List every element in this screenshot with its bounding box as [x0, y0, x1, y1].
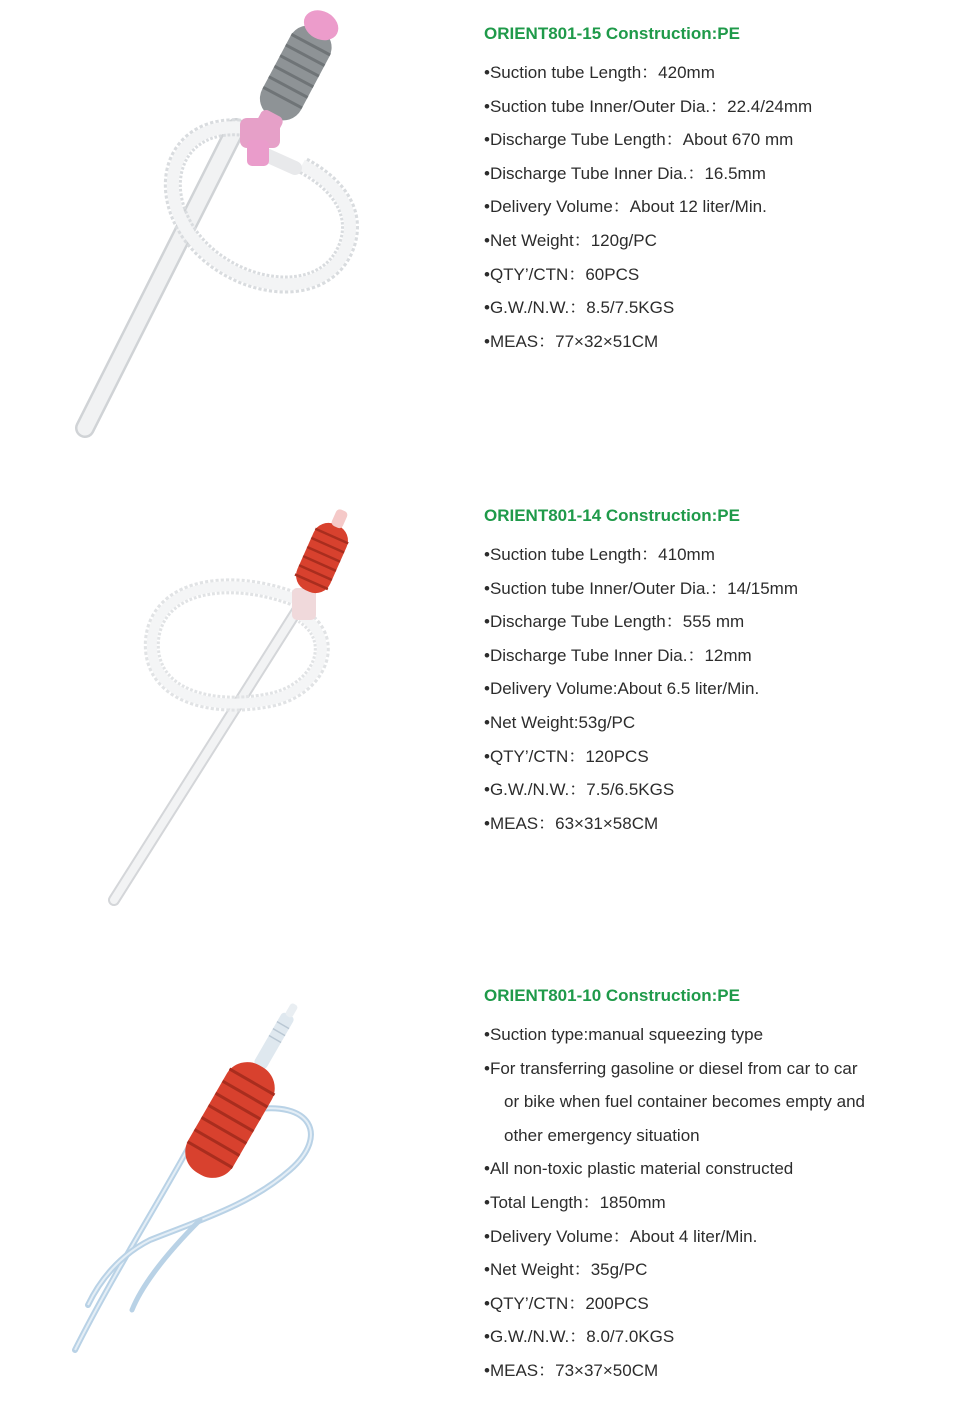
- spec-line: •G.W./N.W.：8.5/7.5KGS: [484, 298, 675, 318]
- spec-line: •QTY’/CTN：60PCS: [484, 264, 640, 284]
- spec-line: •G.W./N.W.：7.5/6.5KGS: [484, 780, 675, 800]
- spec-line: •Net Weight：35g/PC: [484, 1260, 648, 1280]
- spec-line: •Delivery Volume：About 4 liter/Min.: [484, 1226, 758, 1246]
- spec-list-orient801-15: [484, 22, 964, 358]
- product-image-orient801-14: [40, 480, 460, 950]
- product-title: ORIENT801-10 Construction:PE: [484, 986, 740, 1005]
- spec-line: •Suction type:manual squeezing type: [484, 1025, 764, 1044]
- spec-line: •Suction tube Length：420mm: [484, 63, 715, 82]
- spec-line: •Delivery Volume:About 6.5 liter/Min.: [484, 679, 760, 699]
- spec-line: •G.W./N.W.：8.0/7.0KGS: [484, 1327, 675, 1347]
- spec-line: •Net Weight：120g/PC: [484, 230, 657, 250]
- product-orient801-10: [0, 960, 978, 1410]
- siphon-pump-blue-hose-image: [40, 960, 460, 1410]
- spec-line: •For transferring gasoline or diesel from car to car: [484, 1058, 858, 1078]
- spec-line: •MEAS：77×32×51CM: [484, 331, 659, 351]
- spec-line-continuation: other emergency situation: [504, 1125, 700, 1145]
- product-title: ORIENT801-14 Construction:PE: [484, 506, 740, 525]
- spec-line: •Delivery Volume：About 12 liter/Min.: [484, 197, 767, 217]
- product-orient801-14: [0, 480, 978, 950]
- spec-line: •Suction tube Inner/Outer Dia.：22.4/24mm: [484, 96, 813, 116]
- siphon-pump-red-bulb-image: [40, 480, 460, 950]
- siphon-pump-pink-grey-image: [40, 0, 460, 470]
- product-title: ORIENT801-15 Construction:PE: [484, 24, 740, 43]
- product-image-orient801-15: [40, 0, 460, 470]
- spec-line: •MEAS：73×37×50CM: [484, 1360, 659, 1380]
- spec-line: •Discharge Tube Inner Dia.：12mm: [484, 645, 752, 665]
- product-image-orient801-10: [40, 960, 460, 1410]
- spec-line: •MEAS：63×31×58CM: [484, 813, 659, 833]
- product-orient801-15: [0, 0, 978, 470]
- spec-line: •Suction tube Inner/Outer Dia.：14/15mm: [484, 578, 798, 598]
- spec-list-orient801-10: [484, 984, 964, 1388]
- spec-line: •Discharge Tube Length：555 mm: [484, 612, 745, 632]
- spec-line: •All non-toxic plastic material constructed: [484, 1159, 794, 1179]
- spec-line: •Suction tube Length：410mm: [484, 545, 715, 564]
- spec-line: •Discharge Tube Inner Dia.：16.5mm: [484, 163, 766, 183]
- spec-line: •Net Weight:53g/PC: [484, 712, 636, 732]
- spec-line: •Total Length：1850mm: [484, 1192, 666, 1212]
- spec-line: •QTY’/CTN：200PCS: [484, 1293, 649, 1313]
- spec-line-continuation: or bike when fuel container becomes empty and: [504, 1092, 865, 1112]
- spec-line: •Discharge Tube Length：About 670 mm: [484, 130, 794, 150]
- spec-list-orient801-14: [484, 504, 964, 840]
- spec-line: •QTY’/CTN：120PCS: [484, 746, 649, 766]
